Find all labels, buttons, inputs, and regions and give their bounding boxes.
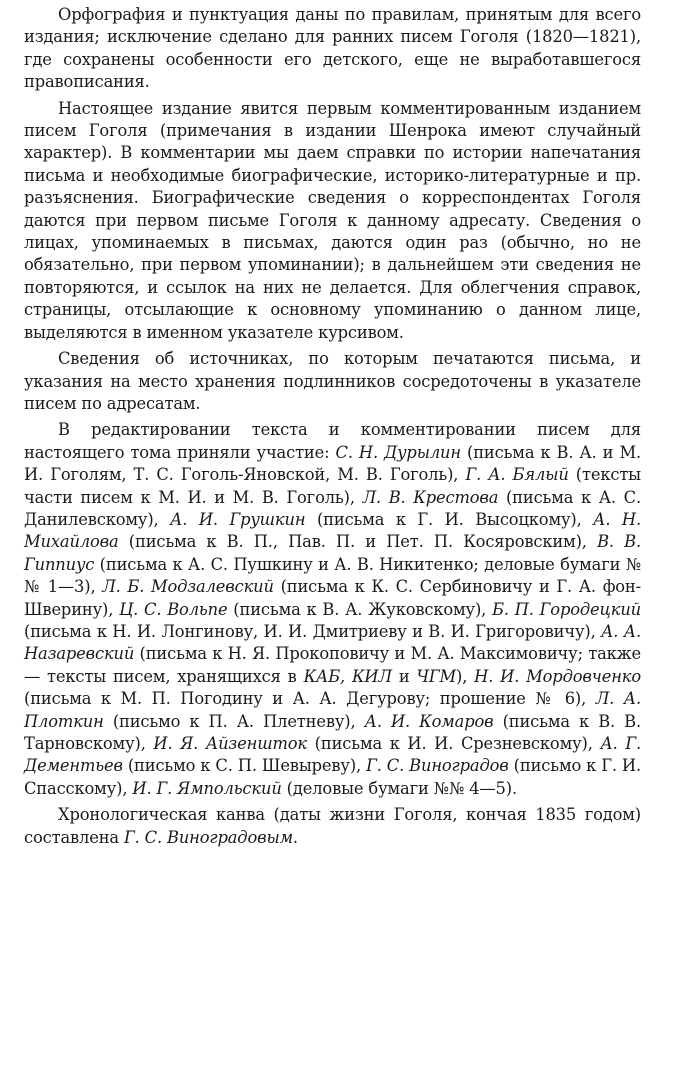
text-segment: (тексты части писем к М. И. и М. В. Гоголь), — [24, 465, 641, 507]
contributor-name: В. В. Гиппиус — [24, 532, 641, 574]
text-segment: (письма к В. А. и М. И. Гоголям, Т. С. Гоголь-Яновской, М. В. Гоголь), — [24, 442, 641, 485]
contributor-name: И. Я. Айзеншток — [153, 734, 307, 753]
text-segment: (деловые бумаги №№ 4—5). — [281, 778, 517, 798]
contributor-name: Л. В. Крестова — [362, 487, 499, 507]
contributor-name: А. Г. Дементьев — [24, 734, 641, 776]
paragraph-contributors — [24, 419, 641, 800]
text-segment: . — [292, 827, 298, 847]
contributor-name: С. Н. Дурылин — [335, 442, 461, 462]
contributor-name: А. Н. Михайлова — [24, 509, 641, 552]
contributor-name: Г. С. Виноградовым — [123, 827, 293, 847]
text-segment: (письма к В. П., Пав. П. и Пет. П. Косяровским), — [118, 532, 598, 552]
contributor-name: А. А. Назаревский — [24, 621, 641, 664]
text-segment: Хронологическая канва (даты жизни Гоголя, кончая 1835 годом) составлена — [24, 805, 641, 847]
text-segment: (письмо к П. А. Плетневу), — [103, 711, 365, 731]
text-segment: (письма к А. С. Пушкину и А. В. Никитенко; деловые бумаги №№ 1—3), — [24, 554, 641, 597]
paragraph-orthography — [24, 4, 641, 94]
text-segment: ), — [456, 666, 475, 686]
text-segment: (письмо к Г. И. Спасскому), — [24, 756, 641, 798]
text-segment: (письма к Н. Я. Прокоповичу и М. А. Максимовичу; также — тексты писем, хранящихся в — [24, 644, 641, 686]
contributor-name: И. Г. Ямпольский — [132, 778, 282, 798]
text-segment: (письма к Н. И. Лонгинову, И. И. Дмитриеву и В. И. Григоровичу), — [24, 621, 602, 641]
document-page — [24, 4, 641, 853]
text-segment: (письма к М. П. Погодину и А. А. Дегурову; прошение № 6), — [24, 689, 596, 709]
text-segment: (письма к А. С. Данилевскому), — [24, 487, 641, 529]
text-segment: В редактировании текста и комментировании писем для настоящего тома приняли участие: — [24, 420, 641, 462]
contributor-name: Б. П. Городецкий — [492, 599, 641, 619]
contributor-name: Л. Б. Модзалевский — [102, 577, 274, 597]
text-segment: (письма к К. С. Сербиновичу и Г. А. фон-Шверину), — [24, 577, 641, 619]
contributor-name: А. И. Грушкин — [170, 509, 306, 529]
text-segment: (письма к В. А. Жуковскому), — [227, 599, 493, 619]
text-segment: Сведения об источниках, по которым печатаются письма, и указания на место хранения подлинников сосредоточены в указателе писем по адресатам. — [24, 349, 641, 413]
text-segment: (письма к И. И. Срезневскому), — [306, 734, 601, 753]
text-segment: и — [391, 666, 417, 686]
archive-abbreviation: КАБ, КИЛ — [303, 666, 392, 686]
contributor-name: Ц. С. Вольпе — [119, 599, 228, 619]
text-segment: (письма к Г. И. Высоцкому), — [305, 509, 594, 529]
contributor-name: Л. А. Плоткин — [24, 689, 641, 731]
text-segment: (письмо к С. П. Шевыреву), — [122, 756, 367, 776]
archive-abbreviation: ЧГМ — [416, 666, 457, 686]
paragraph-sources — [24, 348, 641, 415]
text-segment: (письма к В. В. Тарновскому), — [24, 711, 642, 753]
contributor-name: Н. И. Мордовченко — [474, 666, 641, 686]
text-segment: Орфография и пунктуация даны по правилам, принятым для всего издания; исключение сделано для ранних писем Гоголя (1820—1821), где сохранены особенности его детского, еще не выработавшегося правописания. — [24, 5, 641, 92]
contributor-name: Г. С. Виноградов — [366, 756, 509, 776]
contributor-name: А. И. Комаров — [364, 711, 494, 731]
contributor-name: Г. А. Бялый — [465, 465, 569, 485]
paragraph-chronology — [24, 804, 641, 849]
text-segment: Настоящее издание явится первым комментированным изданием писем Гоголя (примечания в издании Шенрока имеют случайный характер). В комментарии мы даем справки по истории напечатания письма и необходимые биографические, историко-литературные и пр. разъяснения. Биографические сведения о корреспондентах Гоголя даются при первом письме Гоголя к данному адресату. Сведения о лицах, упоминаемых в письмах, даются один раз (обычно, но не обязательно, при первом упоминании); в дальнейшем эти сведения не повторяются, и ссылок на них не делается. Для облегчения справок, страницы, отсылающие к основному упоминанию о данном лице, выделяются в именном указателе курсивом. — [24, 98, 641, 342]
paragraph-commentary — [24, 98, 641, 344]
